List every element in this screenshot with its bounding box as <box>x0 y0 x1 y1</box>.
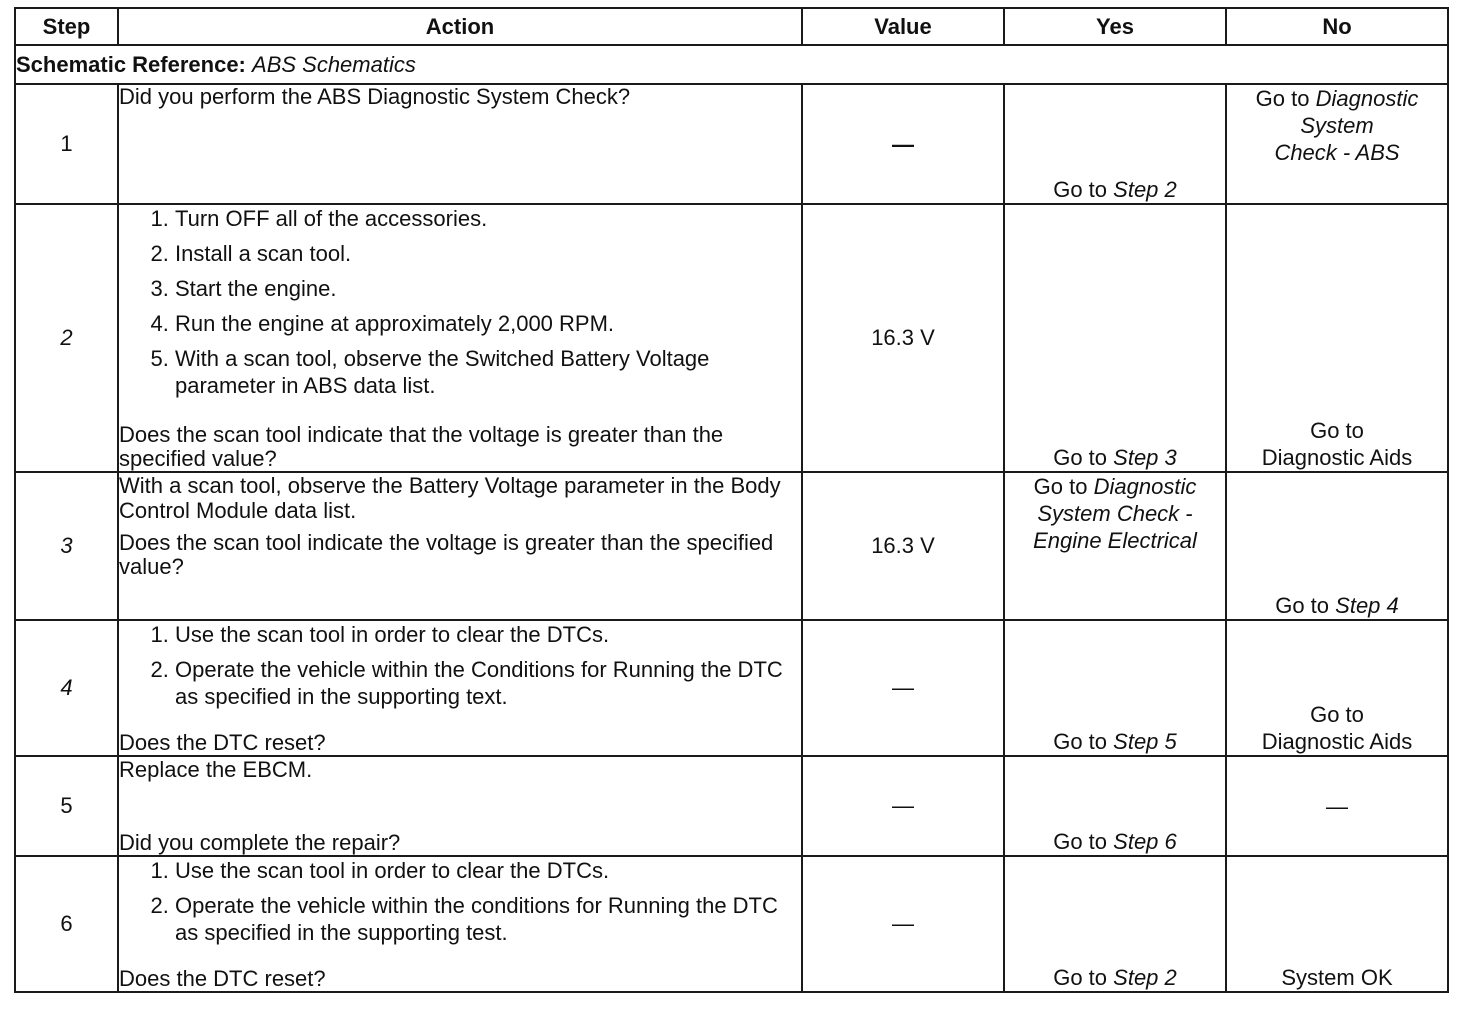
action-step: 1. Turn OFF all of the accessories. <box>175 205 801 232</box>
value-cell: — <box>802 756 1004 856</box>
table-row <box>15 620 1448 756</box>
yes-step-link[interactable]: Step 3 <box>1113 445 1177 470</box>
value-cell: 16.3 V <box>802 472 1004 620</box>
table-row <box>15 472 1448 620</box>
no-step-link[interactable]: Step 4 <box>1335 593 1399 618</box>
table-row <box>15 84 1448 204</box>
yes-cell <box>1004 620 1226 756</box>
action-step: 2. Operate the vehicle within the conditions for Running the DTC as specified in the supporting test. <box>175 892 801 946</box>
step-number: 1 <box>15 84 118 204</box>
header-yes: Yes <box>1004 8 1226 45</box>
action-question: Does the scan tool indicate that the voltage is greater than the specified value? <box>119 422 724 471</box>
action-step: 2. Install a scan tool. <box>175 240 801 267</box>
value-cell: — <box>802 620 1004 756</box>
header-value: Value <box>802 8 1004 45</box>
action-step: 3. Start the engine. <box>175 275 801 302</box>
step-number: 2 <box>15 204 118 472</box>
step-number: 6 <box>15 856 118 992</box>
action-question: Does the DTC reset? <box>119 730 326 755</box>
header-action: Action <box>118 8 802 45</box>
yes-goto: Go to <box>1053 965 1108 990</box>
action-steps <box>119 857 801 954</box>
action-question: Does the scan tool indicate the voltage is greater than the specified value? <box>119 530 774 579</box>
step-number: 4 <box>15 620 118 756</box>
action-question: Did you complete the repair? <box>119 830 401 855</box>
no-diagnostic-aids-link[interactable]: Diagnostic Aids <box>1261 729 1413 754</box>
no-cell <box>1226 84 1448 204</box>
action-question: Did you perform the ABS Diagnostic System Check? <box>119 84 631 109</box>
table-row <box>15 856 1448 992</box>
value-cell: — <box>802 856 1004 992</box>
no-goto: Go to <box>1255 86 1310 111</box>
yes-goto: Go to <box>1053 177 1108 202</box>
action-question: Does the DTC reset? <box>119 966 326 991</box>
action-step: 5. With a scan tool, observe the Switched Battery Voltage parameter in ABS data list. <box>175 345 801 399</box>
action-cell <box>118 204 802 472</box>
no-link-line1[interactable]: Diagnostic <box>1315 86 1419 111</box>
yes-goto: Go to <box>1053 829 1108 854</box>
value-cell <box>802 84 1004 204</box>
yes-cell <box>1004 756 1226 856</box>
yes-goto: Go to <box>1033 474 1088 499</box>
action-steps <box>119 621 801 718</box>
yes-cell <box>1004 856 1226 992</box>
action-step: 1. Use the scan tool in order to clear the DTCs. <box>175 857 801 884</box>
action-step: 1. Use the scan tool in order to clear the DTCs. <box>175 621 801 648</box>
schematic-link[interactable]: ABS Schematics <box>252 51 416 77</box>
no-system-ok: System OK <box>1226 856 1448 992</box>
action-instruction: Replace the EBCM. <box>119 757 313 782</box>
yes-link-line3[interactable]: Engine Electrical <box>1033 528 1197 553</box>
no-link-line2[interactable]: System <box>1300 113 1374 138</box>
no-goto: Go to <box>1310 418 1364 443</box>
yes-step-link[interactable]: Step 2 <box>1113 177 1177 202</box>
yes-goto: Go to <box>1053 729 1108 754</box>
action-cell <box>118 472 802 620</box>
yes-step-link[interactable]: Step 5 <box>1113 729 1177 754</box>
action-cell <box>118 756 802 856</box>
yes-link-line1[interactable]: Diagnostic <box>1093 474 1197 499</box>
no-cell <box>1226 620 1448 756</box>
header-no: No <box>1226 8 1448 45</box>
no-link-line3[interactable]: Check - ABS <box>1274 140 1400 165</box>
table-row <box>15 204 1448 472</box>
schematic-reference <box>15 45 1448 84</box>
diagnostic-table <box>14 7 1449 993</box>
step-number: 5 <box>15 756 118 856</box>
yes-link-line2[interactable]: System Check - <box>1037 501 1193 526</box>
value-dash: — <box>892 131 914 157</box>
step-number: 3 <box>15 472 118 620</box>
no-cell: — <box>1226 756 1448 856</box>
table-row <box>15 756 1448 856</box>
schematic-label: Schematic Reference: <box>16 51 246 77</box>
no-goto: Go to <box>1310 702 1364 727</box>
yes-step-link[interactable]: Step 2 <box>1113 965 1177 990</box>
value-cell: 16.3 V <box>802 204 1004 472</box>
no-goto: Go to <box>1275 593 1330 618</box>
yes-step-link[interactable]: Step 6 <box>1113 829 1177 854</box>
no-cell <box>1226 472 1448 620</box>
no-cell <box>1226 204 1448 472</box>
yes-cell <box>1004 204 1226 472</box>
action-step: 4. Run the engine at approximately 2,000 RPM. <box>175 310 801 337</box>
action-instruction: With a scan tool, observe the Battery Voltage parameter in the Body Control Module data list. <box>119 473 781 523</box>
yes-goto: Go to <box>1053 445 1108 470</box>
schematic-row <box>15 45 1448 84</box>
header-row <box>15 8 1448 45</box>
action-cell <box>118 84 802 204</box>
action-cell <box>118 856 802 992</box>
yes-cell <box>1004 84 1226 204</box>
header-step: Step <box>15 8 118 45</box>
action-cell <box>118 620 802 756</box>
no-diagnostic-aids-link[interactable]: Diagnostic Aids <box>1261 445 1413 470</box>
action-steps <box>119 205 801 407</box>
yes-cell <box>1004 472 1226 620</box>
action-step: 2. Operate the vehicle within the Conditions for Running the DTC as specified in the supporting text. <box>175 656 801 710</box>
